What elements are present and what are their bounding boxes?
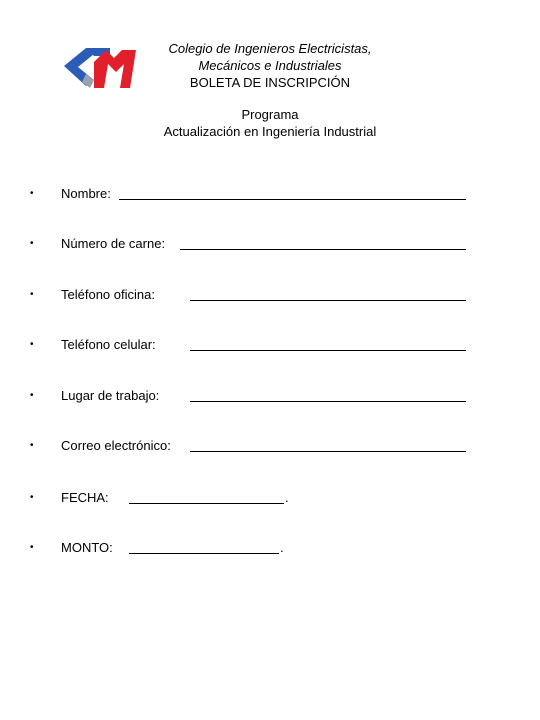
field-label: Nombre: — [61, 186, 111, 201]
field-label: Lugar de trabajo: — [61, 388, 160, 403]
bullet: • — [30, 289, 34, 300]
field-correo — [0, 436, 540, 456]
program-label: Programa — [241, 107, 299, 122]
field-label: Número de carne: — [61, 236, 166, 251]
lugar-trabajo-blank-line[interactable] — [190, 401, 466, 402]
correo-blank-line[interactable] — [190, 451, 466, 452]
field-lugar-trabajo — [0, 386, 540, 406]
program-block — [70, 106, 470, 140]
field-nombre — [0, 184, 540, 204]
field-label: MONTO: — [61, 540, 113, 555]
field-fecha — [0, 488, 540, 508]
program-name: Actualización en Ingeniería Industrial — [163, 124, 377, 139]
trailing-period: . — [280, 540, 284, 555]
bullet: • — [30, 339, 34, 350]
telefono-oficina-blank-line[interactable] — [190, 300, 466, 301]
telefono-celular-blank-line[interactable] — [190, 350, 466, 351]
field-numero-carne — [0, 234, 540, 254]
field-monto — [0, 538, 540, 558]
field-telefono-celular — [0, 335, 540, 355]
fecha-blank-line[interactable] — [129, 503, 284, 504]
bullet: • — [30, 238, 34, 249]
monto-blank-line[interactable] — [129, 553, 279, 554]
field-label: Teléfono celular: — [61, 337, 156, 352]
bullet: • — [30, 542, 34, 553]
bullet: • — [30, 390, 34, 401]
trailing-period: . — [285, 490, 289, 505]
numero-carne-blank-line[interactable] — [180, 249, 466, 250]
document-header — [120, 40, 420, 91]
header-line-1: Colegio de Ingenieros Electricistas, — [168, 41, 372, 56]
form-title: BOLETA DE INSCRIPCIÓN — [189, 75, 351, 90]
field-label: FECHA: — [61, 490, 109, 505]
header-line-2: Mecánicos e Industriales — [198, 58, 342, 73]
bullet: • — [30, 492, 34, 503]
field-label: Teléfono oficina: — [61, 287, 155, 302]
nombre-blank-line[interactable] — [119, 199, 466, 200]
field-label: Correo electrónico: — [61, 438, 171, 453]
field-telefono-oficina — [0, 285, 540, 305]
bullet: • — [30, 188, 34, 199]
bullet: • — [30, 440, 34, 451]
